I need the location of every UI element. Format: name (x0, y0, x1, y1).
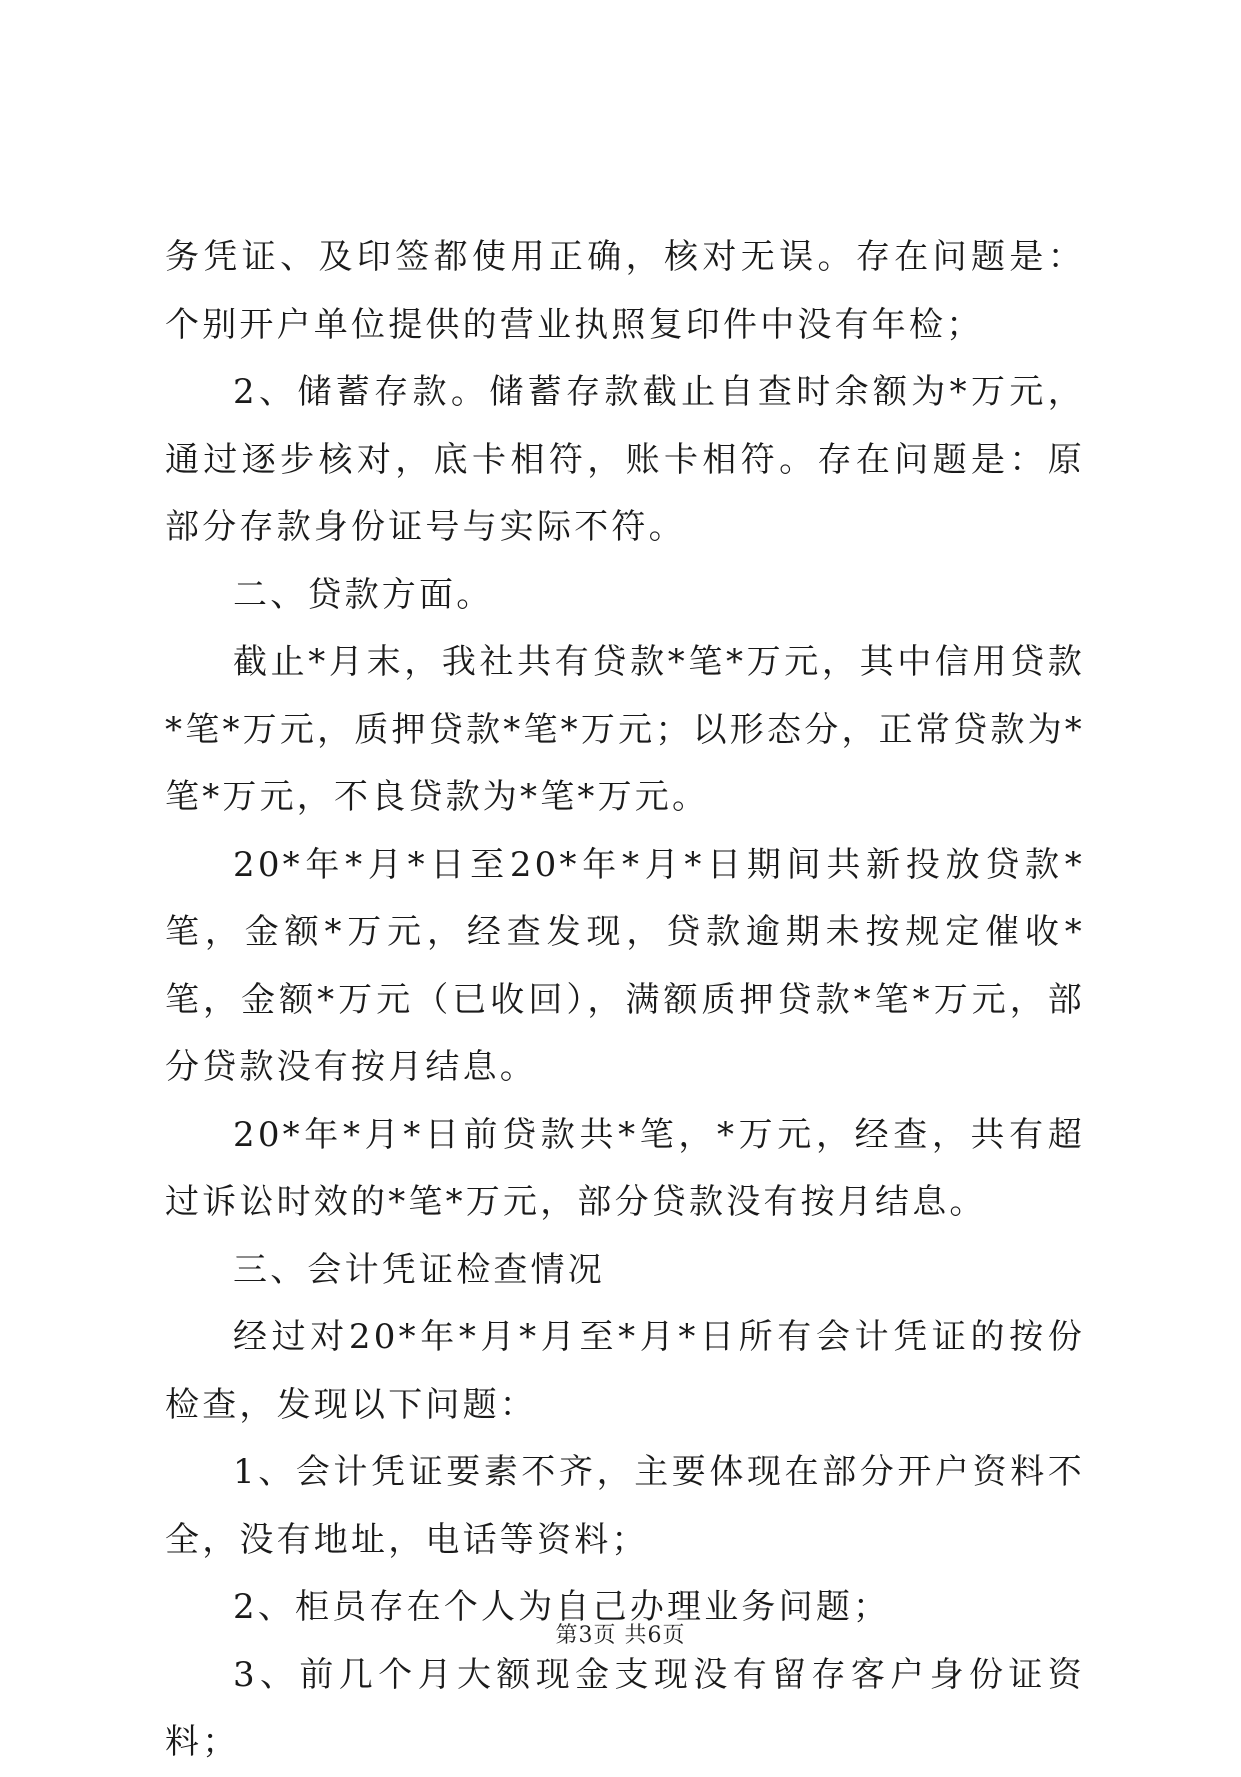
paragraph-voucher-inspection: 经过对20*年*月*月至*月*日所有会计凭证的按份检查，发现以下问题： (165, 1317, 1085, 1425)
list-item-issue-2: 2、柜员存在个人为自己办理业务问题； (233, 1587, 891, 1627)
list-item-issue-3: 3、前几个月大额现金支现没有留存客户身份证资料； (165, 1654, 1085, 1762)
section-heading-loans: 二、贷款方面。 (233, 574, 494, 615)
list-item-issue-1: 1、会计凭证要素不齐，主要体现在部分开户资料不全，没有地址，电话等资料； (165, 1452, 1085, 1560)
paragraph-prior-loans: 20*年*月*日前贷款共*笔，*万元，经查，共有超过诉讼时效的*笔*万元，部分贷款没有按月结息。 (165, 1114, 1085, 1222)
document-body (165, 224, 1085, 1777)
paragraph-continuation: 务凭证、及印签都使用正确，核对无误。存在问题是：个别开户单位提供的营业执照复印件中没有年检； (165, 237, 1085, 345)
paragraph-loan-summary: 截止*月末，我社共有贷款*笔*万元，其中信用贷款*笔*万元，质押贷款*笔*万元；以形态分，正常贷款为*笔*万元，不良贷款为*笔*万元。 (165, 642, 1085, 817)
paragraph-new-loans: 20*年*月*日至20*年*月*日期间共新投放贷款*笔，金额*万元，经查发现，贷款逾期未按规定催收*笔，金额*万元（已收回），满额质押贷款*笔*万元，部分贷款没有按月结息。 (165, 844, 1085, 1087)
page-number-footer: 第3页 共6页 (555, 1623, 686, 1648)
paragraph-savings-deposit: 2、储蓄存款。储蓄存款截止自查时余额为*万元，通过逐步核对，底卡相符，账卡相符。存在问题是：原部分存款身份证号与实际不符。 (165, 372, 1085, 547)
section-heading-accounting-vouchers: 三、会计凭证检查情况 (233, 1249, 605, 1290)
